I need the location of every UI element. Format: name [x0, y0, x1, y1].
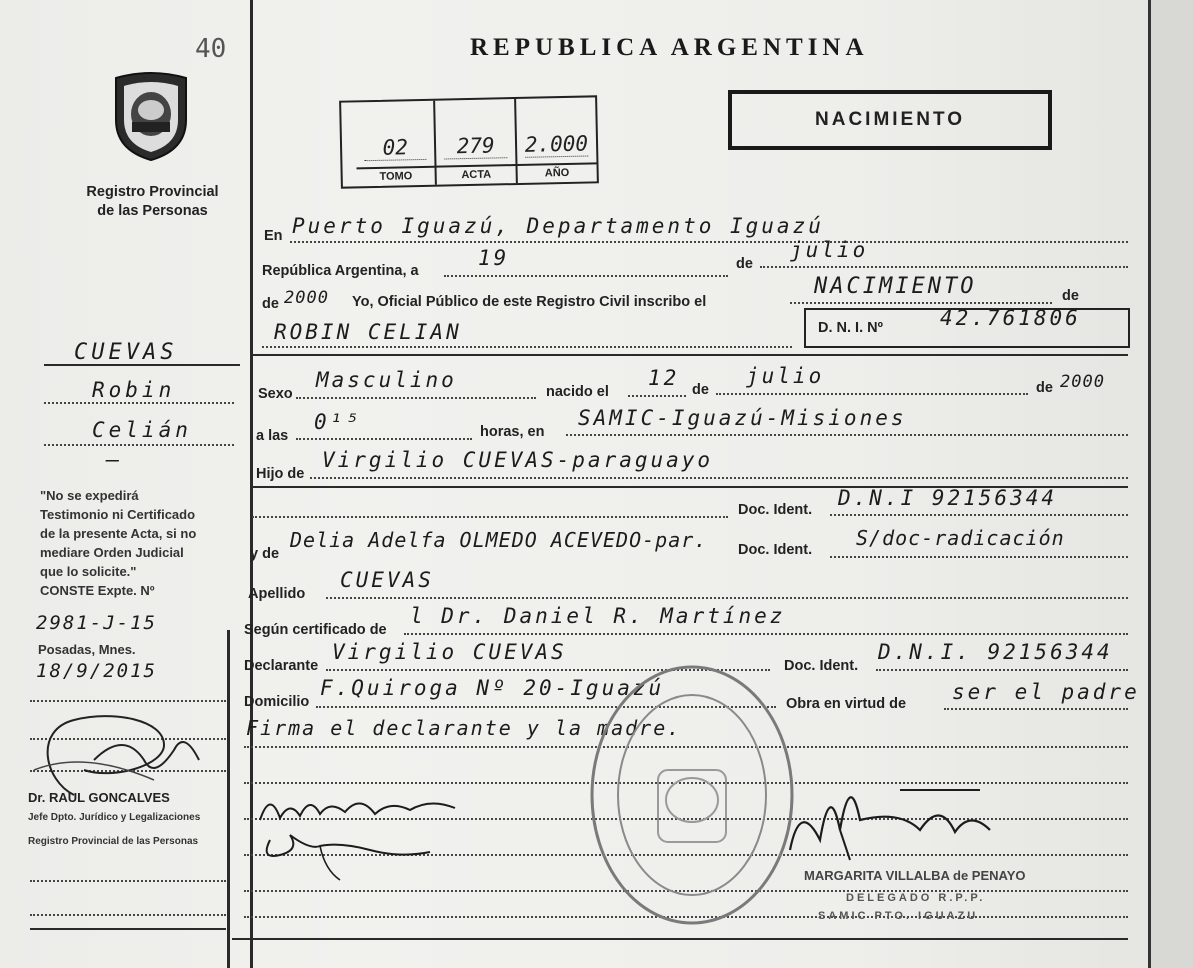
- birth-month-line: [716, 393, 1028, 395]
- margin-given1: Robin: [92, 378, 176, 402]
- tomo-label: TOMO: [357, 166, 436, 187]
- father-doc: D.N.I 92156344: [838, 486, 1058, 510]
- registry-name: Registro Provincial de las Personas: [86, 184, 219, 219]
- de-year-label: de: [262, 296, 279, 312]
- margin-given2: Celián: [92, 418, 192, 442]
- event-value: NACIMIENTO: [814, 274, 977, 299]
- registrar-text: Yo, Oficial Público de este Registro Civil inscribo el: [352, 294, 707, 310]
- margin-line-6: [30, 880, 226, 882]
- nacido-label: nacido el: [546, 384, 609, 400]
- father-line: [310, 477, 1128, 479]
- conste-label: CONSTE Expte. Nº: [40, 583, 155, 598]
- father-doc-line: [830, 514, 1128, 516]
- birth-year: 2000: [1060, 372, 1105, 392]
- document-number: 40: [195, 34, 227, 64]
- doc-ident-label: Doc. Ident.: [738, 502, 813, 518]
- domicilio-value: F.Quiroga Nº 20-Iguazú: [320, 676, 665, 700]
- republica-label: República Argentina, a: [262, 263, 419, 279]
- declarante-value: Virgilio CUEVAS: [332, 640, 567, 664]
- margin-bottom-rule: [30, 928, 226, 930]
- country-title: REPUBLICA ARGENTINA: [470, 34, 869, 61]
- child-name: ROBIN CELIAN: [274, 320, 462, 344]
- apellido-value: CUEVAS: [340, 568, 434, 592]
- tomo-cell: [341, 101, 437, 187]
- registration-box: [339, 95, 599, 188]
- declarante-doc-label: Doc. Ident.: [784, 658, 859, 674]
- apellido-line: [326, 597, 1128, 599]
- birth-de2-label: de: [1036, 380, 1053, 396]
- declarante-doc-line: [876, 669, 1128, 671]
- delegate-office: SAMIC PTO. IGUAZU: [818, 910, 979, 922]
- en-label: En: [264, 228, 283, 244]
- declarante-label: Declarante: [244, 658, 319, 674]
- acta-cell: [436, 99, 518, 185]
- dni-value: 42.761806: [940, 306, 1081, 330]
- domicilio-label: Domicilio: [244, 694, 310, 710]
- ano-value: 2.000: [524, 131, 589, 157]
- apellido-label: Apellido: [248, 586, 306, 602]
- legal-note: "No se expedirá Testimonio ni Certificado de la presente Acta, si no mediare Orden Judicial que lo solicite." CONSTE Expte. Nº: [40, 486, 232, 600]
- event-line: [790, 302, 1052, 304]
- acta-label: ACTA: [437, 164, 516, 185]
- margin-surname: CUEVAS: [74, 340, 178, 365]
- dni-label: D. N. I. Nº: [818, 320, 883, 336]
- month-line: [760, 266, 1128, 268]
- official-role2: Registro Provincial de las Personas: [28, 836, 199, 847]
- birth-place: SAMIC-Iguazú-Misiones: [578, 406, 907, 430]
- registry-stamp: [586, 660, 798, 930]
- posadas-label: Posadas, Mnes.: [38, 642, 136, 657]
- birth-de-label: de: [692, 382, 709, 398]
- ano-label: AÑO: [517, 162, 597, 183]
- place-value: Puerto Iguazú, Departamento Iguazú: [292, 214, 824, 238]
- sexo-label: Sexo: [258, 386, 293, 402]
- father-value: Virgilio CUEVAS-paraguayo: [322, 448, 714, 472]
- certificado-line: [404, 633, 1128, 635]
- bottom-rule: [232, 938, 1128, 940]
- birth-place-line: [566, 434, 1128, 436]
- divider-line: [252, 354, 1128, 356]
- hijo-label: Hijo de: [256, 466, 305, 482]
- child-name-line: [262, 346, 792, 348]
- delegate-name: MARGARITA VILLALBA de PENAYO: [804, 868, 1026, 883]
- de-after-event: de: [1062, 288, 1079, 304]
- margin-line-1: [44, 402, 234, 404]
- father-extra-line: [252, 516, 728, 518]
- mother-doc: S/doc-radicación: [856, 526, 1065, 550]
- alas-label: a las: [256, 428, 289, 444]
- place-line: [290, 241, 1128, 243]
- provincial-seal-icon: [108, 70, 194, 162]
- certificado-value: l Dr. Daniel R. Martínez: [410, 604, 786, 628]
- record-type-box: NACIMIENTO: [728, 90, 1052, 150]
- mother-doc-label: Doc. Ident.: [738, 542, 813, 558]
- acta-value: 279: [444, 133, 507, 159]
- official-name: Dr. RAUL GONCALVES: [28, 790, 170, 805]
- obra-label: Obra en virtud de: [786, 696, 907, 712]
- sexo-line: [296, 397, 536, 399]
- expte-value: 2981-J-15: [36, 612, 157, 634]
- firma-value: Firma el declarante y la madre.: [246, 716, 682, 740]
- obra-line: [944, 708, 1128, 710]
- obra-value: ser el padre: [952, 680, 1140, 704]
- day-line: [444, 275, 728, 277]
- month-value: julio: [790, 238, 869, 262]
- page-edge: [1148, 0, 1193, 968]
- margin-line-2: [44, 444, 234, 446]
- delegate-signature: [780, 760, 1010, 870]
- birth-day-line: [628, 395, 686, 397]
- birth-day: 12: [648, 366, 680, 390]
- birth-month: julio: [746, 364, 825, 388]
- declarant-signatures: [250, 780, 480, 890]
- sexo-value: Masculino: [316, 368, 457, 392]
- de-label: de: [736, 256, 753, 272]
- ano-cell: [516, 97, 597, 183]
- hour-value: 0¹⁵: [314, 410, 361, 434]
- declarante-doc: D.N.I. 92156344: [878, 640, 1113, 664]
- hour-line: [296, 438, 472, 440]
- mother-doc-line: [830, 556, 1128, 558]
- margin-line-7: [30, 914, 226, 916]
- mother-value: Delia Adelfa OLMEDO ACEVEDO-par.: [290, 528, 708, 552]
- certificado-label: Según certificado de: [244, 622, 387, 638]
- day-value: 19: [478, 246, 510, 270]
- horas-label: horas, en: [480, 424, 545, 440]
- delegate-role: DELEGADO R.P.P.: [846, 892, 986, 904]
- tomo-value: 02: [364, 135, 427, 161]
- year-value: 2000: [284, 288, 329, 308]
- official-role1: Jefe Dpto. Jurídico y Legalizaciones: [28, 812, 201, 823]
- y-de-label: y de: [250, 546, 280, 562]
- date-value: 18/9/2015: [36, 660, 157, 682]
- margin-dash: —: [106, 448, 124, 473]
